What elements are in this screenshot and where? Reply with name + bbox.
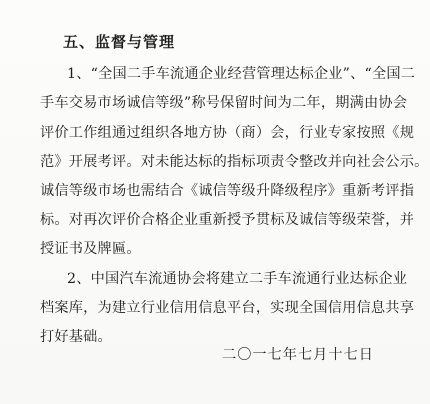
paragraph-1-line-1: 1、“全国二手车流通企业经营管理达标企业”、“全国二 [67,66,416,82]
document-date: 二〇一七年七月十七日 [222,347,374,363]
paragraph-2-line-2: 档案库，为建立行业信用信息平台，实现全国信用信息共享 [40,300,415,316]
section-heading: 五、监督与管理 [63,33,176,51]
paragraph-2-line-1: 2、中国汽车流通协会将建立二手车流通行业达标企业 [67,271,408,287]
paragraph-2-line-3: 打好基础。 [40,329,112,345]
paragraph-1-line-3: 评价工作组通过组织各地方协（商）会，行业专家按照《规 [40,125,415,141]
paragraph-1-line-5: 诚信等级市场也需结合《诚信等级升降级程序》重新考评指 [40,183,415,199]
paragraph-1-line-6: 标。对再次评价合格企业重新授予贯标及诚信等级荣誉，并 [40,212,415,228]
paragraph-1-line-4: 范》开展考评。对未能达标的指标项责令整改并向社会公示。 [40,154,429,170]
paragraph-1-line-2: 手车交易市场诚信等级”称号保留时间为二年，期满由协会 [40,95,408,111]
paragraph-1-line-7: 授证书及牌匾。 [40,241,141,257]
